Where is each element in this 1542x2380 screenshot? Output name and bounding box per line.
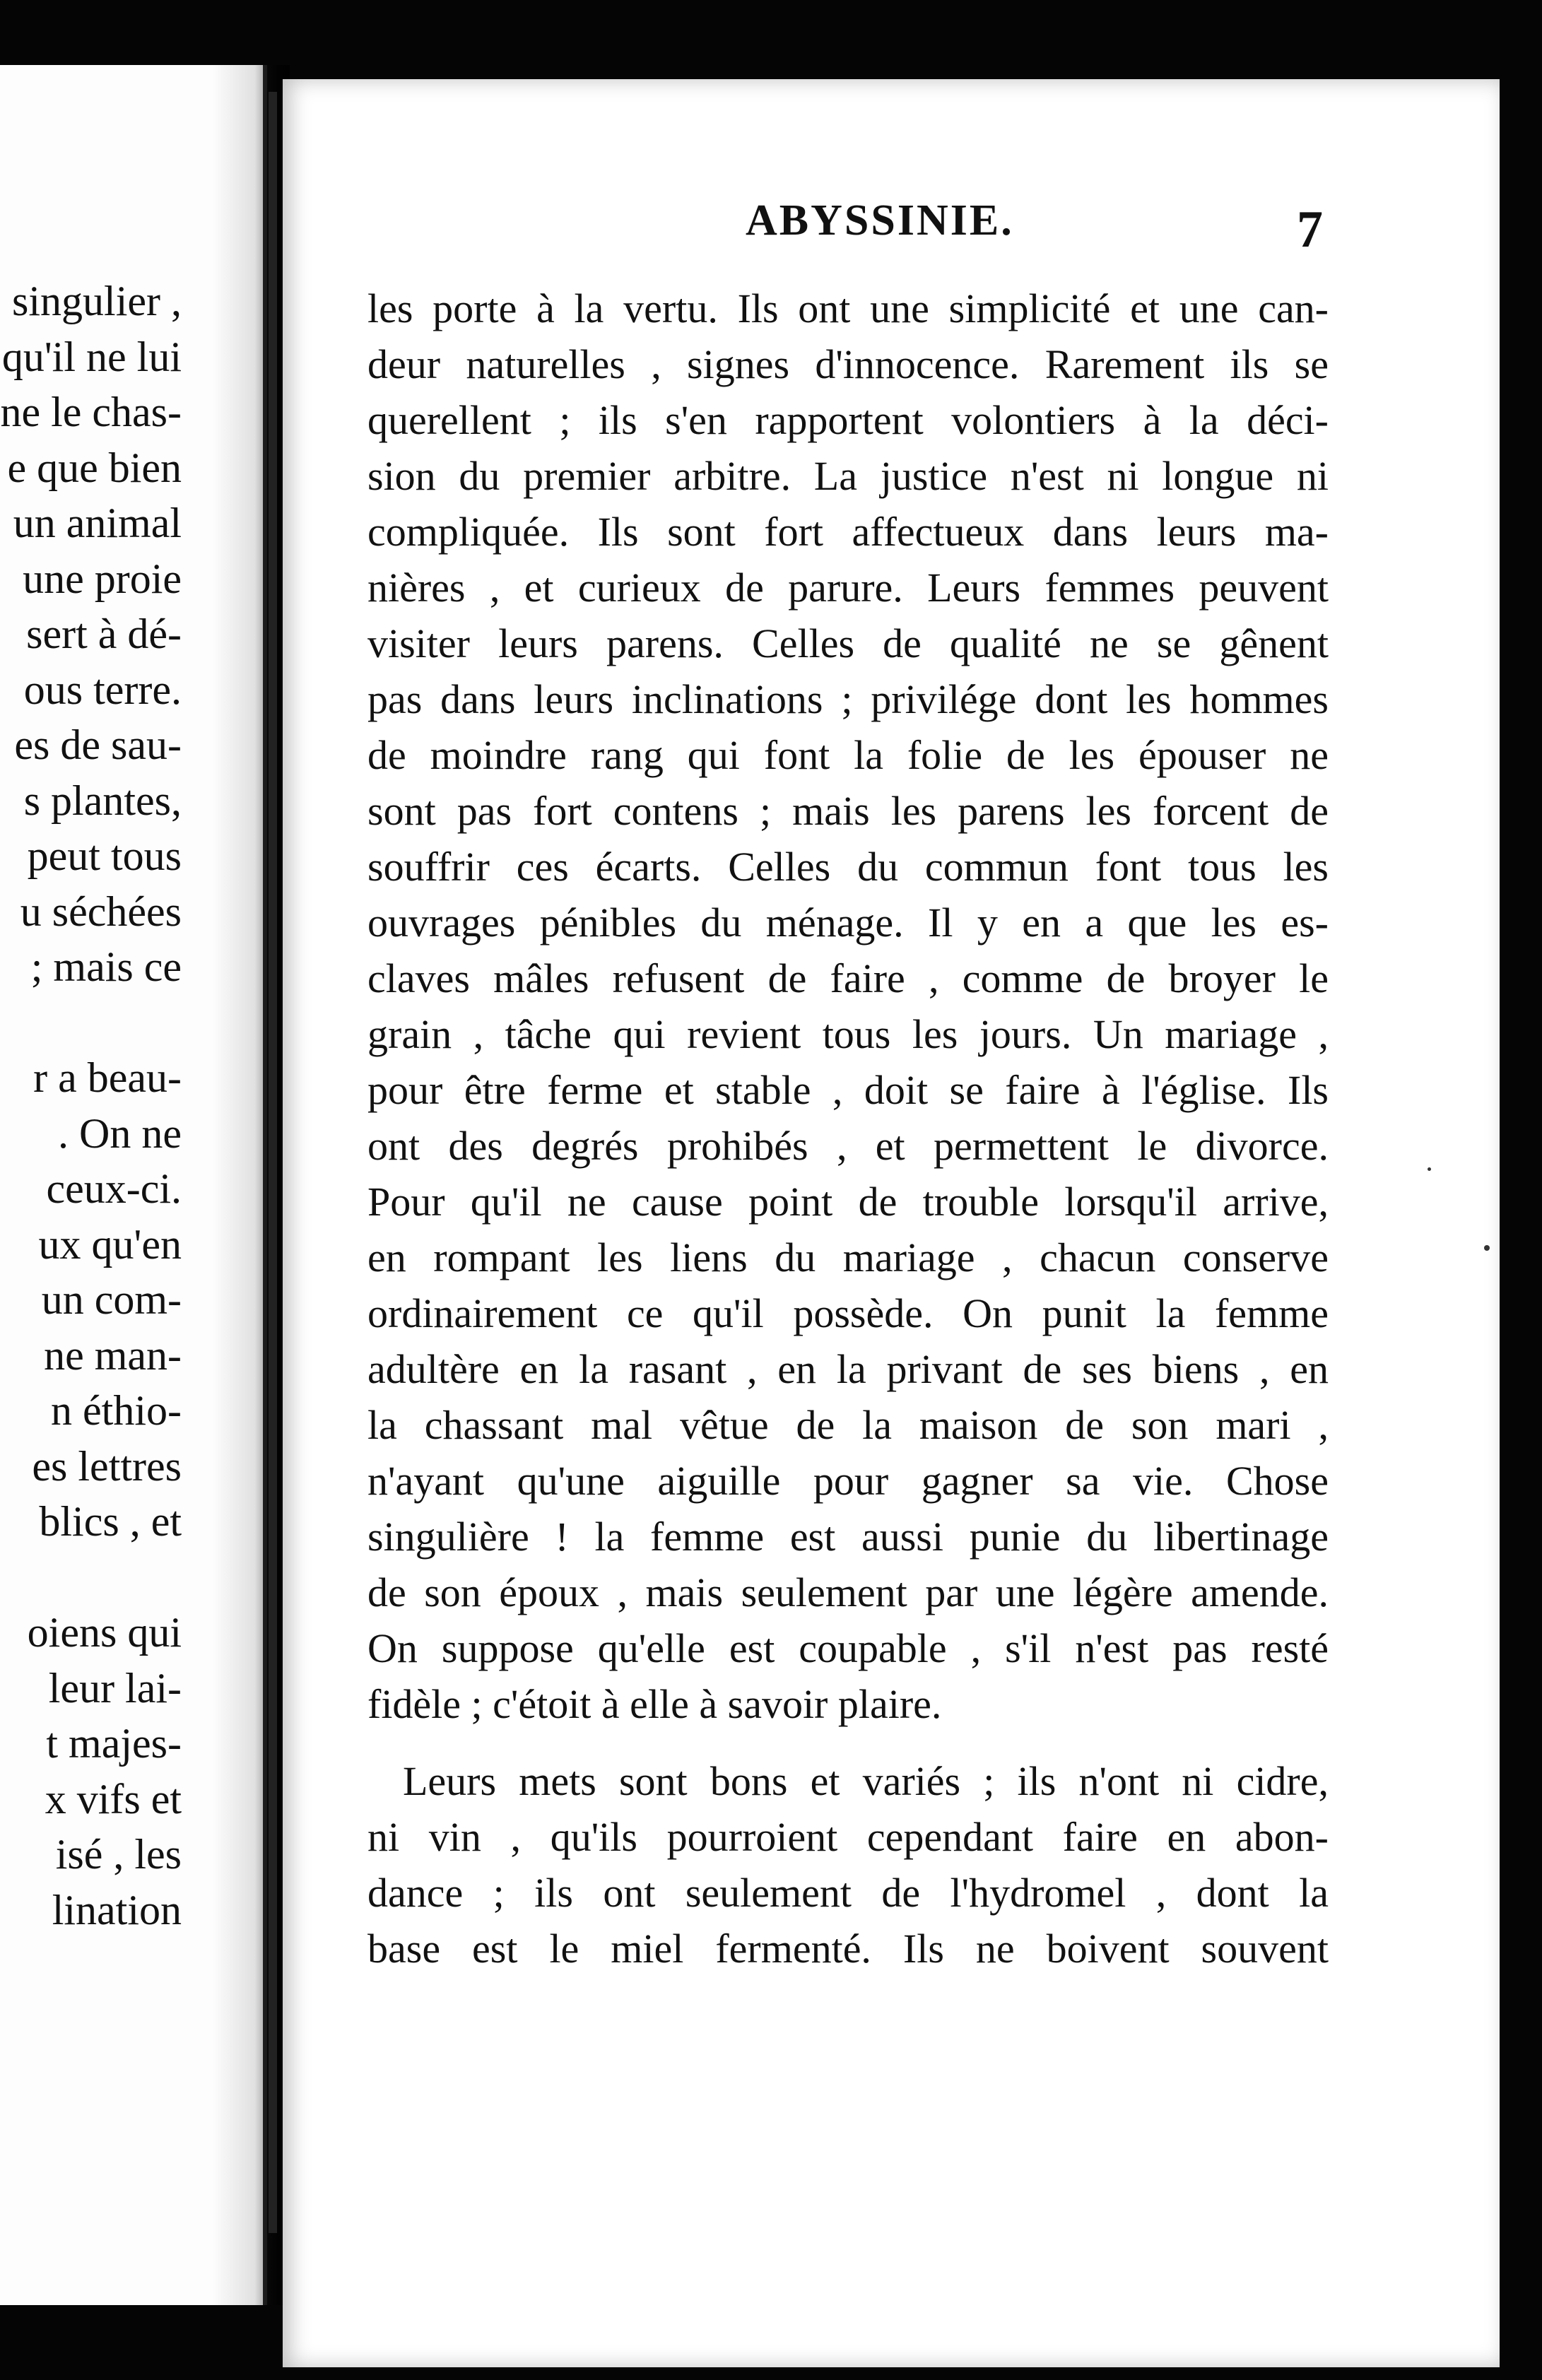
text-line: sion du premier arbitre. La justice n'est ni longue ni [367,453,1329,499]
text-line: dance ; ils ont seulement de l'hydromel , dont la [367,1870,1329,1916]
previous-page-line: peut tous [27,832,182,879]
text-line: adultère en la rasant , en la privant de ses biens , en [367,1346,1329,1392]
text-line: fidèle ; c'étoit à elle à savoir plaire. [367,1681,942,1727]
previous-page-line: singulier , [12,278,182,324]
previous-page-line: ; mais ce [30,943,182,990]
text-line: On suppose qu'elle est coupable , s'il n'est pas resté [367,1625,1329,1671]
text-line: la chassant mal vêtue de la maison de son mari , [367,1402,1329,1448]
paragraph-gap [367,1732,1329,1753]
previous-page-line: es de sau- [14,721,182,768]
previous-page-line: ne man- [44,1331,182,1379]
previous-page-line: ne le chas- [0,389,182,435]
text-line: souffrir ces écarts. Celles du commun font tous les [367,844,1329,890]
text-line: pas dans leurs inclinations ; privilége dont les hommes [367,676,1329,722]
previous-page-line: sert à dé- [26,611,182,657]
text-line: compliquée. Ils sont fort affectueux dans leurs ma- [367,509,1329,555]
text-line: claves mâles refusent de faire , comme de broyer le [367,955,1329,1001]
text-line: en rompant les liens du mariage , chacun conserve [367,1235,1329,1280]
text-line: pour être ferme et stable , doit se faire à l'église. Ils [367,1067,1329,1113]
scan-speck [1428,1167,1431,1171]
previous-page-line: une proie [23,555,182,602]
previous-page-line: es lettres [32,1442,182,1490]
running-title: ABYSSINIE. [746,196,1014,245]
current-page [283,79,1500,2367]
previous-page-line: oiens qui [27,1609,182,1656]
previous-page-line: x vifs et [45,1775,182,1822]
text-line: querellent ; ils s'en rapportent volontiers à la déci- [367,397,1329,443]
previous-page-line: ous terre. [23,666,182,713]
book-gutter-shadow [212,65,290,2305]
previous-page-line: u séchées [20,888,182,935]
previous-page-line: e que bien [7,444,182,491]
text-line: Leurs mets sont bons et variés ; ils n'ont ni cidre, [403,1758,1329,1804]
previous-page-line: un com- [41,1276,182,1323]
previous-page-line: n éthio- [51,1387,182,1434]
running-head [283,196,1500,259]
text-line: ordinairement ce qu'il possède. On punit la femme [367,1290,1329,1336]
previous-page-line: un animal [13,500,182,546]
text-line: deur naturelles , signes d'innocence. Rarement ils se [367,341,1329,387]
text-line: base est le miel fermenté. Ils ne boivent souvent [367,1926,1329,1972]
text-line: les porte à la vertu. Ils ont une simplicité et une can- [367,285,1329,331]
text-line: ont des degrés prohibés , et permettent le divorce. [367,1123,1329,1169]
previous-page-line: ceux-ci. [46,1165,182,1212]
text-line: grain , tâche qui revient tous les jours. Un mariage , [367,1011,1329,1057]
paragraph-1 [367,281,1329,1732]
text-line: Pour qu'il ne cause point de trouble lorsqu'il arrive, [367,1179,1329,1225]
text-line: sont pas fort contens ; mais les parens les forcent de [367,788,1329,834]
body-text [367,281,1329,1977]
text-line: de son époux , mais seulement par une légère amende. [367,1569,1329,1615]
previous-page-line: blics , et [39,1498,182,1545]
page-number: 7 [1297,201,1323,259]
text-line: n'ayant qu'une aiguille pour gagner sa vie. Chose [367,1458,1329,1504]
previous-page-line: r a beau- [33,1054,182,1101]
paragraph-2 [367,1753,1329,1977]
text-line: ouvrages pénibles du ménage. Il y en a que les es- [367,900,1329,945]
text-line: de moindre rang qui font la folie de les épouser ne [367,732,1329,778]
previous-page-line: qu'il ne lui [1,333,182,380]
gutter-edge [269,92,277,2233]
previous-page-line: lination [52,1886,182,1933]
previous-page-line: isé , les [55,1831,182,1878]
previous-page-line: . On ne [58,1109,182,1157]
scan-speck [1484,1245,1490,1251]
previous-page-line: s plantes, [23,777,182,824]
previous-page-line: t majes- [46,1720,182,1767]
previous-page-line: ux qu'en [38,1220,182,1268]
text-line: nières , et curieux de parure. Leurs femmes peuvent [367,565,1329,611]
text-line: singulière ! la femme est aussi punie du libertinage [367,1514,1329,1560]
text-line: ni vin , qu'ils pourroient cependant faire en abon- [367,1814,1329,1860]
text-line: visiter leurs parens. Celles de qualité ne se gênent [367,620,1329,666]
previous-page-line: leur lai- [48,1664,182,1712]
